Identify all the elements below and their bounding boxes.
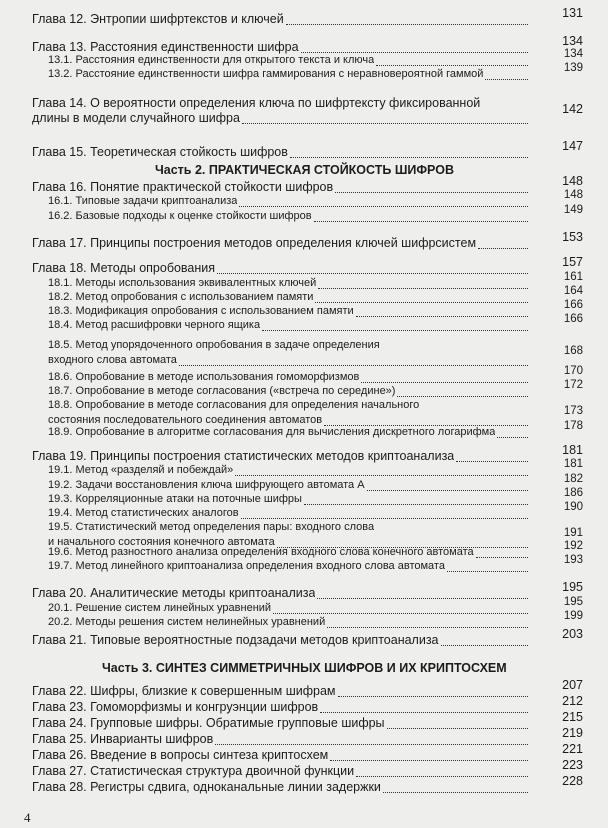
dot-leader: [217, 273, 528, 274]
section-title: 13.1. Расстояния единственности для открытого текста и ключа: [48, 54, 375, 66]
dot-leader: [383, 792, 528, 793]
entry-continuation: длины в модели случайного шифра: [32, 111, 240, 125]
page-number-ref: 203: [562, 627, 583, 641]
dot-leader: [330, 760, 528, 761]
dot-leader: [447, 571, 528, 572]
section-entry: [0, 365, 608, 384]
page-number-ref: 139: [563, 62, 583, 74]
entry-continuation: и начального состояния конечного автомата: [48, 536, 275, 548]
chapter-title: Глава 13. Расстояния единственности шифра: [32, 40, 299, 54]
dot-leader: [315, 302, 528, 303]
page-number-ref: 148: [563, 189, 583, 201]
chapter-entry: [0, 580, 608, 600]
dot-leader: [179, 365, 528, 366]
chapter-title: Глава 14. О вероятности определения ключа по шифртексту фиксированной: [32, 96, 481, 110]
page-number: 4: [24, 810, 31, 825]
section-title: 18.4. Метод расшифровки черного ящика: [48, 319, 261, 331]
section-entry: [0, 313, 608, 332]
chapter-entry: [0, 443, 608, 463]
page-number-ref: 223: [562, 758, 583, 772]
page-number-ref: 215: [562, 710, 583, 724]
page-number-ref: 148: [562, 174, 583, 188]
section-entry: [0, 473, 608, 492]
chapter-entry: [0, 758, 608, 778]
chapter-entry: [0, 6, 608, 26]
section-title: 19.3. Корреляционные атаки на поточные шифры: [48, 493, 302, 505]
section-title: 19.1. Метод «разделяй и побеждай»: [48, 464, 234, 476]
page-number-ref: 207: [562, 678, 583, 692]
chapter-title: Глава 17. Принципы построения методов определения ключей шифрсистем: [32, 236, 477, 250]
page-number-ref: 181: [562, 443, 583, 457]
page-number-ref: 191: [563, 527, 583, 539]
chapter-entry: [0, 139, 608, 159]
chapter-entry: [0, 694, 608, 714]
entry-continuation: входного слова автомата: [48, 354, 177, 366]
chapter-entry: [0, 255, 608, 275]
page-number-ref: 153: [562, 230, 583, 244]
page-number-ref: 161: [563, 271, 583, 283]
chapter-title: Глава 22. Шифры, близкие к совершенным шифрам: [32, 684, 336, 698]
section-title: 19.2. Задачи восстановления ключа шифрующего автомата А: [48, 479, 365, 491]
dot-leader: [290, 157, 528, 158]
section-entry: [0, 62, 608, 81]
chapter-title: Глава 26. Введение в вопросы синтеза криптосхем: [32, 748, 329, 762]
section-entry: [0, 204, 608, 223]
chapter-entry: [0, 627, 608, 647]
dot-leader: [235, 475, 528, 476]
dot-leader: [478, 248, 528, 249]
dot-leader: [239, 206, 528, 207]
section-title: 13.2. Расстояние единственности шифра гаммирования с неравновероятной гаммой: [48, 68, 484, 80]
part-heading: Часть 3. СИНТЕЗ СИММЕТРИЧНЫХ ШИФРОВ И ИХ КРИПТОСХЕМ: [102, 661, 507, 675]
chapter-entry: [0, 96, 608, 125]
chapter-entry: [0, 742, 608, 762]
chapter-title: Глава 20. Аналитические методы криптоанализа: [32, 586, 316, 600]
section-title: 18.8. Опробование в методе согласования для определения начального: [48, 399, 420, 411]
dot-leader: [262, 330, 528, 331]
chapter-entry: [0, 678, 608, 698]
page-number-ref: 212: [562, 694, 583, 708]
chapter-title: Глава 16. Понятие практической стойкости шифров: [32, 180, 334, 194]
dot-leader: [441, 645, 528, 646]
section-entry: [0, 338, 608, 366]
page-number-ref: 149: [563, 204, 583, 216]
page-number-ref: 166: [563, 299, 583, 311]
page-number-ref: 181: [563, 458, 583, 470]
section-entry: [0, 458, 608, 477]
page-number-ref: 166: [563, 313, 583, 325]
page-number-ref: 195: [562, 580, 583, 594]
dot-leader: [476, 557, 528, 558]
dot-leader: [242, 123, 528, 124]
section-title: 19.5. Статистический метод определения пары: входного слова: [48, 521, 375, 533]
chapter-title: Глава 19. Принципы построения статистических методов криптоанализа: [32, 449, 455, 463]
dot-leader: [327, 627, 528, 628]
section-entry: [0, 271, 608, 290]
dot-leader: [376, 65, 528, 66]
section-title: 19.7. Метод линейного криптоанализа определения входного слова автомата: [48, 560, 445, 572]
section-title: 18.2. Метод опробования с использованием памяти: [48, 291, 314, 303]
page-number-ref: 192: [563, 540, 583, 552]
page-number-ref: 221: [562, 742, 583, 756]
page-number-ref: 219: [562, 726, 583, 740]
section-title: 18.6. Опробование в методе использования гомоморфизмов: [48, 371, 360, 383]
section-entry: [0, 285, 608, 304]
chapter-entry: [0, 774, 608, 794]
chapter-entry: [0, 34, 608, 54]
page-number-ref: 168: [563, 345, 583, 357]
dot-leader: [241, 518, 528, 519]
chapter-title: Глава 23. Гомоморфизмы и конгруэнции шифров: [32, 700, 319, 714]
section-entry: [0, 48, 608, 67]
dot-leader: [485, 79, 528, 80]
chapter-title: Глава 15. Теоретическая стойкость шифров: [32, 145, 288, 159]
dot-leader: [335, 192, 528, 193]
page-number-ref: 131: [562, 6, 583, 20]
dot-leader: [286, 24, 528, 25]
page-number-ref: 190: [563, 501, 583, 513]
chapter-title: Глава 25. Инварианты шифров: [32, 732, 214, 746]
section-title: 18.7. Опробование в методе согласования («встреча по середине»): [48, 385, 396, 397]
chapter-title: Глава 24. Групповые шифры. Обратимые групповые шифры: [32, 716, 385, 730]
section-title: 20.2. Методы решения систем нелинейных уравнений: [48, 616, 326, 628]
page-number-ref: 186: [563, 487, 583, 499]
section-title: 20.1. Решение систем линейных уравнений: [48, 602, 272, 614]
section-title: 19.6. Метод разностного анализа определения входного слова конечного автомата: [48, 546, 474, 558]
section-title: 16.1. Типовые задачи криптоанализа: [48, 195, 238, 207]
dot-leader: [397, 396, 528, 397]
section-title: 18.3. Модификация опробования с использованием памяти: [48, 305, 354, 317]
dot-leader: [497, 437, 528, 438]
dot-leader: [361, 382, 528, 383]
dot-leader: [317, 598, 528, 599]
page-number-ref: 195: [563, 596, 583, 608]
dot-leader: [338, 696, 528, 697]
dot-leader: [215, 744, 528, 745]
page-number-ref: 182: [563, 473, 583, 485]
dot-leader: [318, 288, 528, 289]
dot-leader: [356, 316, 528, 317]
dot-leader: [456, 461, 528, 462]
page-number-ref: 178: [563, 420, 583, 432]
section-entry: [0, 379, 608, 398]
chapter-entry: [0, 174, 608, 194]
section-entry: [0, 487, 608, 506]
page-number-ref: 147: [562, 139, 583, 153]
chapter-title: Глава 28. Регистры сдвига, одноканальные линии задержки: [32, 780, 381, 794]
section-title: 18.9. Опробование в алгоритме согласования для вычисления дискретного логарифма: [48, 426, 496, 438]
section-title: 18.5. Метод упорядоченного опробования в задаче определения: [48, 339, 380, 351]
page-number-ref: 157: [562, 255, 583, 269]
section-entry: [0, 299, 608, 318]
section-entry: [0, 610, 608, 629]
entry-continuation: состояния последовательного соединения автоматов: [48, 414, 323, 426]
chapter-entry: [0, 710, 608, 730]
dot-leader: [273, 613, 528, 614]
page-number-ref: 199: [563, 610, 583, 622]
page-number-ref: 142: [562, 102, 583, 116]
page-number-ref: 193: [563, 554, 583, 566]
chapter-title: Глава 27. Статистическая структура двоичной функции: [32, 764, 355, 778]
chapter-entry: [0, 230, 608, 250]
page-number-ref: 164: [563, 285, 583, 297]
section-entry: [0, 554, 608, 573]
dot-leader: [356, 776, 528, 777]
section-title: 18.1. Методы использования эквивалентных ключей: [48, 277, 317, 289]
section-entry: [0, 189, 608, 208]
page-number-ref: 134: [563, 48, 583, 60]
dot-leader: [304, 504, 528, 505]
part-heading: Часть 2. ПРАКТИЧЕСКАЯ СТОЙКОСТЬ ШИФРОВ: [155, 163, 454, 177]
chapter-title: Глава 12. Энтропии шифртекстов и ключей: [32, 12, 284, 26]
chapter-entry: [0, 726, 608, 746]
dot-leader: [367, 490, 528, 491]
page-number-ref: 172: [563, 379, 583, 391]
page-number-ref: 134: [562, 34, 583, 48]
page-number-ref: 173: [563, 405, 583, 417]
section-title: 19.4. Метод статистических аналогов: [48, 507, 239, 519]
chapter-title: Глава 18. Методы опробования: [32, 261, 216, 275]
page-number-ref: 228: [562, 774, 583, 788]
dot-leader: [320, 712, 528, 713]
section-entry: [0, 596, 608, 615]
section-entry: [0, 501, 608, 520]
chapter-title: Глава 21. Типовые вероятностные подзадачи методов криптоанализа: [32, 633, 439, 647]
page-number-ref: 170: [563, 365, 583, 377]
dot-leader: [314, 221, 528, 222]
section-title: 16.2. Базовые подходы к оценке стойкости шифров: [48, 210, 312, 222]
dot-leader: [387, 728, 528, 729]
